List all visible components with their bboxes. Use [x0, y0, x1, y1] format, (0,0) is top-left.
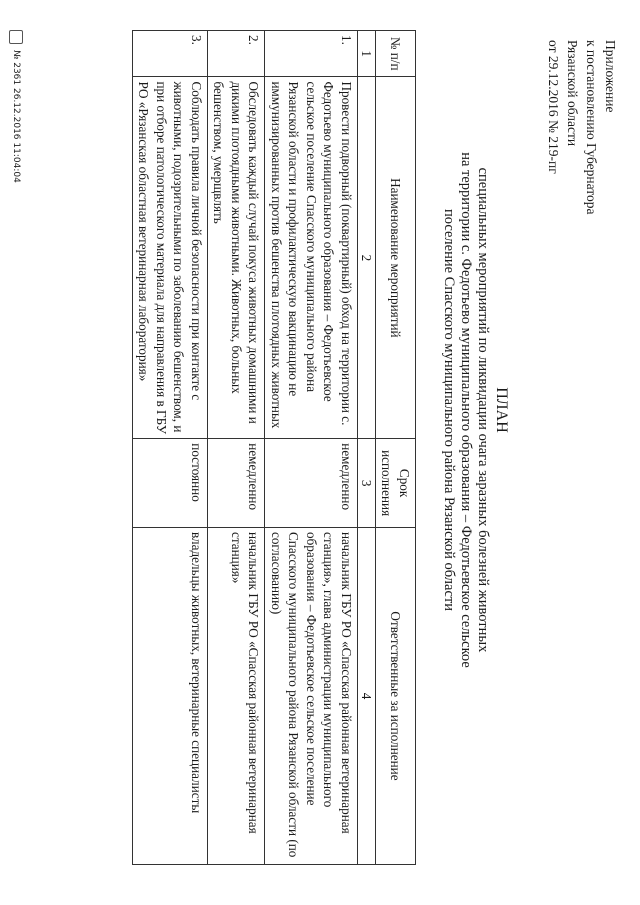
plan-subtitle-line: специальных мероприятий по ликвидации очага заразных болезней животных: [475, 167, 491, 653]
row-task: Провести подворный (поквартирный) обход на территории с. Федотьево муниципального образования – Федотьевское сельское поселение Спасского муниципального района Рязанской области и профилактическую вакцинацию не иммунизированных против бешенства плотоядных животных: [265, 77, 358, 439]
header-number: № п/п: [376, 31, 416, 77]
column-number: 3: [358, 439, 376, 528]
header-term: Срок исполнения: [376, 439, 416, 528]
column-number: 2: [358, 77, 376, 439]
row-responsible: начальник ГБУ РО «Спасская районная ветеринарная станция», глава администрации муниципального образования – Федотьевское сельское поселение Спасского муниципального района Рязанской области (по согласованию): [265, 527, 358, 864]
table-row: [133, 31, 208, 865]
column-number: 4: [358, 527, 376, 864]
header-responsible: Ответственные за исполнение: [376, 527, 416, 864]
row-number: 3.: [133, 31, 208, 77]
header-task: Наименование мероприятий: [376, 77, 416, 439]
row-task: Обследовать каждый случай покуса животных домашними и дикими плотоядными животными. Животных, больных бешенством, умерщвлять: [208, 77, 266, 439]
plan-subtitle-line: поселение Спасского муниципального района Рязанской области: [441, 208, 457, 611]
appendix-line: от 29.12.2016 № 219-пг: [546, 40, 561, 174]
appendix-line: к постановлению Губернатора: [584, 40, 599, 215]
row-term: немедленно: [265, 439, 358, 528]
row-responsible: начальник ГБУ РО «Спасская районная ветеринарная станция»: [208, 527, 266, 864]
table-row: [265, 31, 358, 865]
row-number: 1.: [265, 31, 358, 77]
plan-title: [440, 120, 510, 700]
table-header-row: [376, 31, 416, 865]
column-number: 1: [358, 31, 376, 77]
plan-heading: ПЛАН: [493, 387, 510, 433]
appendix-line: Приложение: [603, 40, 618, 113]
registration-stamp: [7, 30, 25, 330]
row-term: немедленно: [208, 439, 266, 528]
appendix-block: [544, 40, 620, 290]
row-number: 2.: [208, 31, 266, 77]
registration-number: № 2361 26.12.2016 11:04:04: [11, 50, 21, 183]
row-task: Соблюдать правила личной безопасности при контакте с животными, подозрительными по заболеванию бешенством, и при отборе патологического материала для направления в ГБУ РО «Рязанская областная ветеринарная лаборатория»: [133, 77, 208, 439]
row-term: постоянно: [133, 439, 208, 528]
column-number-row: [358, 31, 376, 865]
table-row: [208, 31, 266, 865]
row-responsible: владельцы животных, ветеринарные специалисты: [133, 527, 208, 864]
seal-icon: [9, 30, 23, 44]
plan-table: [132, 30, 416, 865]
appendix-line: Рязанской области: [565, 40, 580, 147]
plan-subtitle-line: на территории с. Федотьево муниципального образования – Федотьевское сельское: [458, 152, 474, 668]
